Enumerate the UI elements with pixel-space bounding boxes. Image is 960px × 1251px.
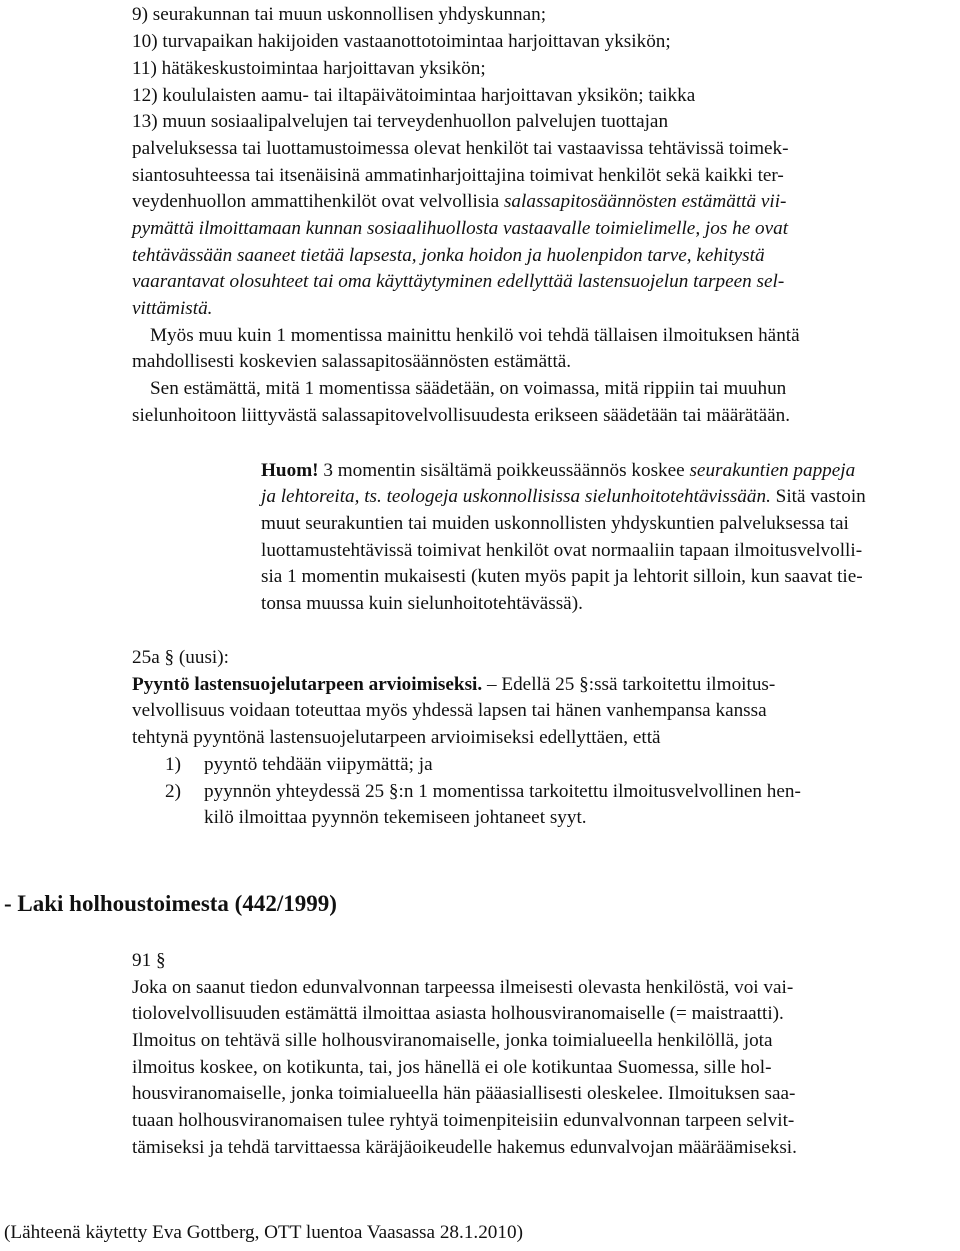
note-line: tonsa muussa kuin sielunhoitotehtävässä). (261, 593, 583, 614)
section-line: tehtynä pyyntönä lastensuojelutarpeen arvioimiseksi edellyttäen, että (132, 727, 661, 748)
section-line: ilmoitus koskee, on kotikunta, tai, jos hänellä ei ole kotikuntaa Suomessa, sille hol- (132, 1057, 772, 1078)
section-lead: Pyyntö lastensuojelutarpeen arvioimiseksi. (132, 674, 483, 695)
section-line: Ilmoitus on tehtävä sille holhousviranomaiselle, jonka toimialueella henkilöllä, jota (132, 1030, 773, 1051)
section-line (132, 672, 775, 699)
list-item-12: 12) koululaisten aamu- tai iltapäivätoimintaa harjoittavan yksikön; taikka (132, 85, 696, 106)
list-item-number: 1) (165, 754, 181, 775)
list-item-11: 11) hätäkeskustoimintaa harjoittavan yksikön; (132, 58, 486, 79)
section-line: velvollisuus voidaan toteuttaa myös yhdessä lapsen tai hänen vanhempansa kanssa (132, 700, 767, 721)
section-title: 25a § (uusi): (132, 647, 229, 668)
paragraph-line (132, 189, 786, 216)
section-line: tiolovelvollisuuden estämättä ilmoittaa asiasta holhousviranomaiselle (= maistraatti). (132, 1003, 784, 1024)
note-line: muut seurakuntien tai muiden uskonnollisten yhdyskuntien palveluksessa tai (261, 513, 849, 534)
note-line (261, 484, 866, 511)
list-item-text: pyyntö tehdään viipymättä; ja (204, 754, 433, 775)
note-line: luottamustehtävissä toimivat henkilöt ovat normaaliin tapaan ilmoitusvelvolli- (261, 540, 863, 561)
paragraph-line: Myös muu kuin 1 momentissa mainittu henkilö voi tehdä tällaisen ilmoituksen häntä (150, 325, 800, 346)
section-line: Joka on saanut tiedon edunvalvonnan tarpeessa ilmeisesti olevasta henkilöstä, voi vai- (132, 977, 794, 998)
section-title: 91 § (132, 950, 166, 971)
paragraph-text: veydenhuollon ammattihenkilöt ovat velvollisia (132, 191, 504, 212)
note-italic: seurakuntien pappeja (689, 460, 856, 481)
note-line: sia 1 momentin mukaisesti (kuten myös papit ja lehtorit silloin, kun saavat tie- (261, 566, 863, 587)
note-italic: ja lehtoreita, ts. teologeja uskonnollisissa sielunhoitotehtävissään. (261, 486, 771, 507)
paragraph-line: mahdollisesti koskevien salassapitosäännösten estämättä. (132, 351, 572, 372)
paragraph-line: vaarantavat olosuhteet tai oma käyttäytyminen edellyttää lastensuojelun tarpeen sel- (132, 271, 785, 292)
paragraph-italic: salassapitosäännösten estämättä vii- (503, 191, 787, 212)
paragraph-line: pymättä ilmoittamaan kunnan sosiaalihuollosta vastaavalle toimielimelle, jos he ovat (132, 218, 789, 239)
note-line (261, 458, 855, 485)
note-text: 3 momentin sisältämä poikkeussäännös koskee (318, 460, 690, 481)
note-text: Sitä vastoin (770, 486, 866, 507)
paragraph-line: Sen estämättä, mitä 1 momentissa säädetään, on voimassa, mitä rippiin tai muuhun (150, 378, 787, 399)
paragraph-line: siantosuhteessa tai itsenäisinä ammatinharjoittajina toimivat henkilöt sekä kaikki ter- (132, 165, 784, 186)
paragraph-line: sielunhoitoon liittyvästä salassapitovelvollisuudesta erikseen säädetään tai määrätään. (132, 405, 791, 426)
list-item-text: pyynnön yhteydessä 25 §:n 1 momentissa tarkoitettu ilmoitusvelvollinen hen- (204, 781, 801, 802)
section-line: tuaan holhousviranomaisen tulee ryhtyä toimenpiteisiin edunvalvonnan tarpeen selvit- (132, 1110, 795, 1131)
list-item-text: kilö ilmoittaa pyynnön tekemiseen johtaneet syyt. (204, 807, 587, 828)
list-item-number: 2) (165, 781, 181, 802)
section-text: – Edellä 25 §:ssä tarkoitettu ilmoitus- (482, 674, 776, 695)
list-item-9: 9) seurakunnan tai muun uskonnollisen yhdyskunnan; (132, 4, 547, 25)
section-line: housviranomaiselle, jonka toimialueella hän pääasiallisesti oleskelee. Ilmoituksen saa- (132, 1083, 796, 1104)
paragraph-line: tehtävässään saaneet tietää lapsesta, jonka hoidon ja huolenpidon tarve, kehitystä (132, 245, 765, 266)
section-line: tämiseksi ja tehdä tarvittaessa käräjäoikeudelle hakemus edunvalvojan määräämiseksi. (132, 1137, 797, 1158)
law-heading: - Laki holhoustoimesta (442/1999) (4, 891, 337, 916)
paragraph-line: vittämistä. (132, 298, 213, 319)
paragraph-line: palveluksessa tai luottamustoimessa olevat henkilöt tai vastaavissa tehtävissä toimek- (132, 138, 789, 159)
footer-source: (Lähteenä käytetty Eva Gottberg, OTT luentoa Vaasassa 28.1.2010) (4, 1222, 523, 1243)
list-item-13: 13) muun sosiaalipalvelujen tai terveydenhuollon palvelujen tuottajan (132, 111, 669, 132)
note-label: Huom! (261, 460, 319, 481)
list-item-10: 10) turvapaikan hakijoiden vastaanottotoimintaa harjoittavan yksikön; (132, 31, 671, 52)
